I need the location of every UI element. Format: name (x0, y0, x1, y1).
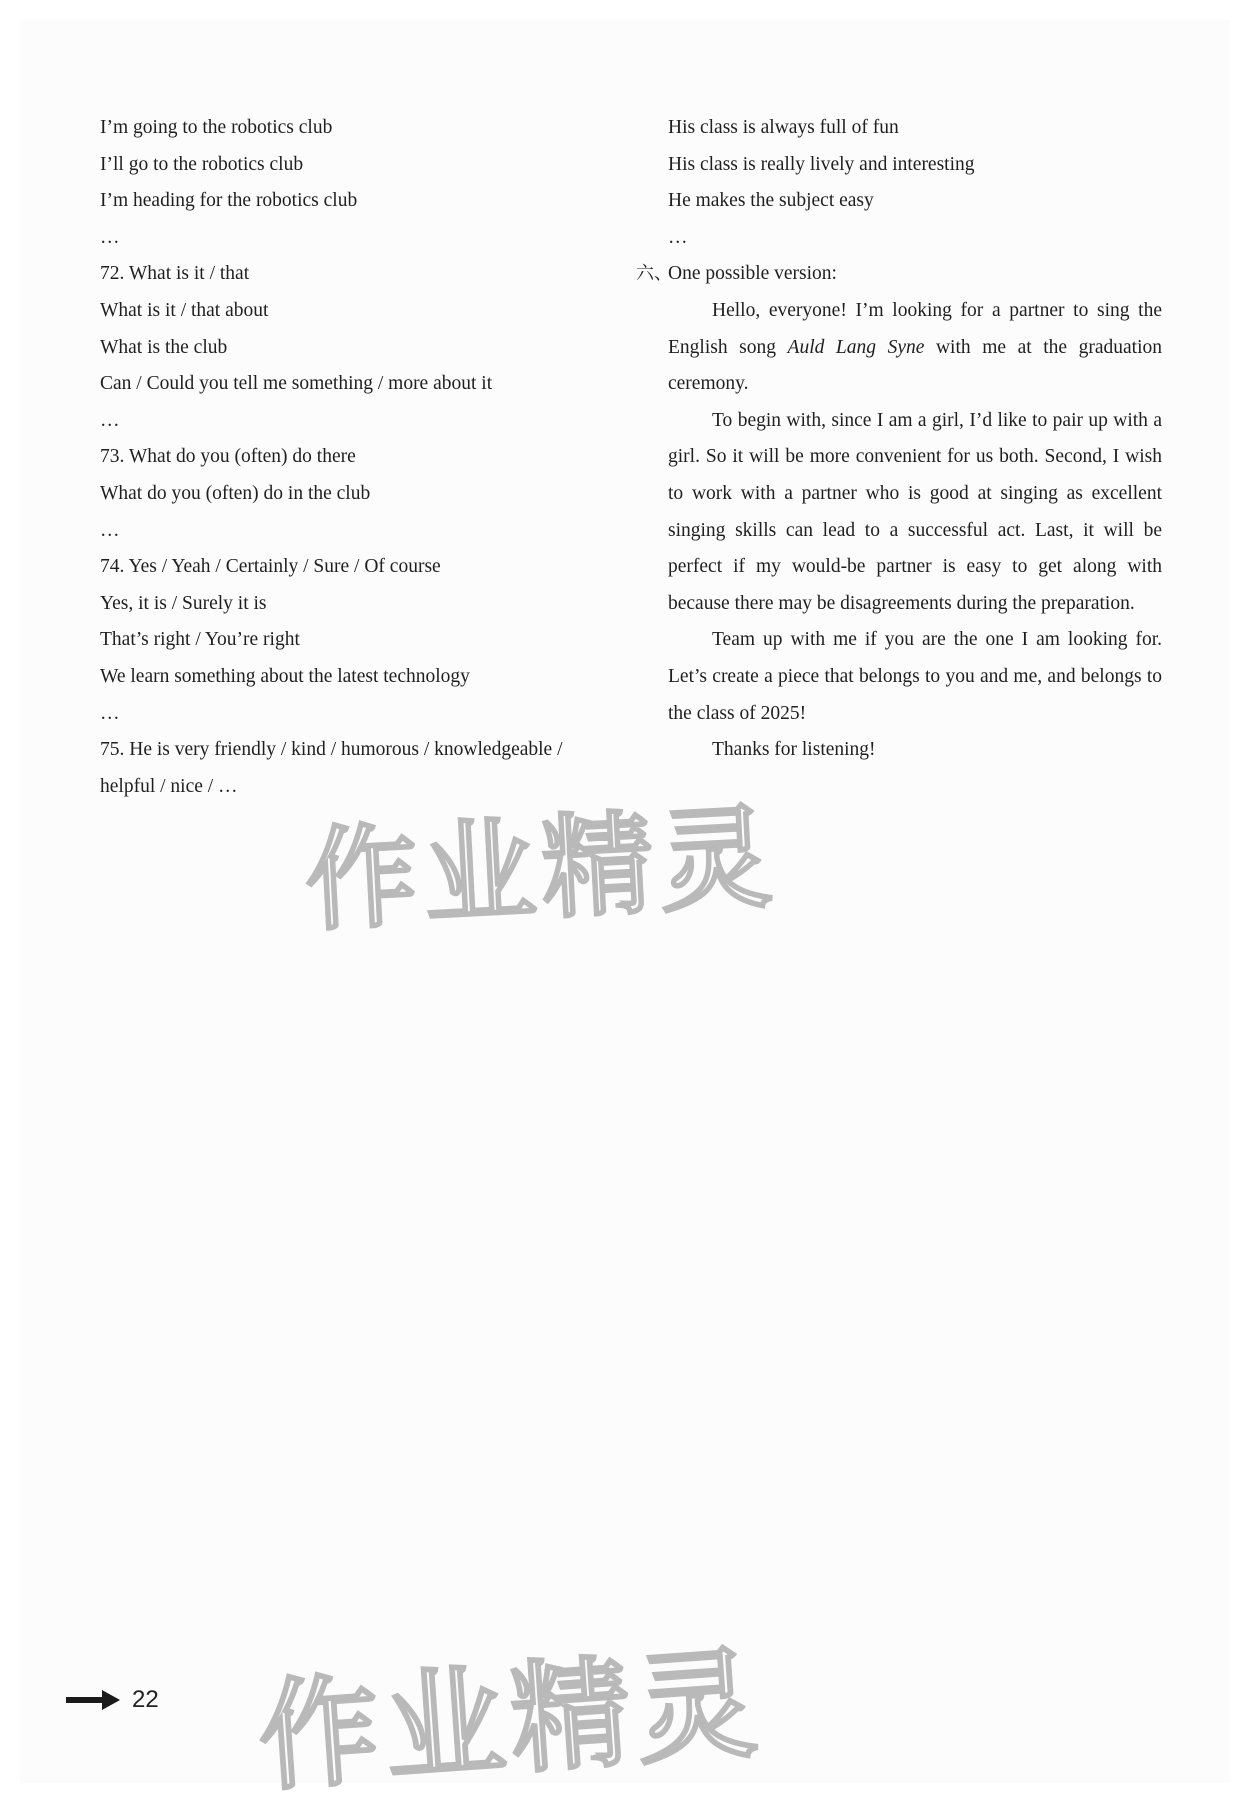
essay-closing: Thanks for listening! (712, 739, 876, 761)
answer-line: I’ll go to the robotics club (100, 153, 304, 175)
watermark-text: 作业精灵 (254, 1634, 767, 1809)
answer-line: His class is always full of fun (668, 117, 899, 138)
answer-line: We learn something about the latest technology (100, 665, 470, 687)
answer-line: He makes the subject easy (668, 190, 874, 212)
ellipsis-line: … (100, 702, 120, 724)
answer-75: 75. He is very friendly / kind / humorous / knowledgeable / (100, 739, 563, 761)
essay-paragraph-1 (668, 293, 1162, 403)
page-number: 22 (132, 1686, 159, 1713)
ellipsis-line: … (100, 409, 120, 431)
answer-line: That’s right / You’re right (100, 629, 300, 651)
answer-74: 74. Yes / Yeah / Certainly / Sure / Of course (100, 556, 441, 578)
song-title: Auld Lang Syne (787, 336, 925, 358)
answer-line: Can / Could you tell me something / more about it (100, 373, 493, 395)
answer-line: What is the club (100, 336, 228, 358)
essay-p1-end: with me at the graduation ceremony. (668, 336, 1162, 395)
essay-paragraph-3: Team up with me if you are the one I am looking for. Let’s create a piece that belongs to you and me, and belongs to the class of 2025! (668, 629, 1162, 724)
right-column (636, 110, 1162, 769)
answer-line: His class is really lively and interesting (668, 153, 975, 175)
section-title: One possible version: (668, 263, 837, 285)
left-column (100, 110, 620, 805)
essay-p1-start: Hello, everyone! I’m looking for a partner to sing the English song (668, 299, 1162, 358)
arrow-right-icon (66, 1689, 120, 1711)
ellipsis-line: … (100, 226, 120, 248)
answer-line: What do you (often) do in the club (100, 482, 371, 504)
ellipsis-line: … (668, 226, 688, 248)
answer-73: 73. What do you (often) do there (100, 446, 356, 468)
section-heading (636, 256, 1162, 293)
answer-line: helpful / nice / … (100, 775, 238, 797)
answer-line: I’m heading for the robotics club (100, 190, 358, 212)
page-footer (66, 1680, 159, 1720)
answer-72: 72. What is it / that (100, 263, 250, 285)
essay-paragraph-2: To begin with, since I am a girl, I’d like to pair up with a girl. So it will be more convenient for us both. Second, I wish to work with a partner who is good at singing as excellent singing skills can lead to a successful act. Last, it will be perfect if my would-be partner is easy to get along with because there may be disagreements during the preparation. (668, 409, 1162, 614)
watermark-text: 作业精灵 (302, 792, 781, 948)
answer-line: What is it / that about (100, 299, 269, 321)
section-number: 六、 (636, 263, 672, 285)
ellipsis-line: … (100, 519, 120, 541)
answer-line: Yes, it is / Surely it is (100, 592, 267, 614)
answer-line: I’m going to the robotics club (100, 117, 333, 138)
